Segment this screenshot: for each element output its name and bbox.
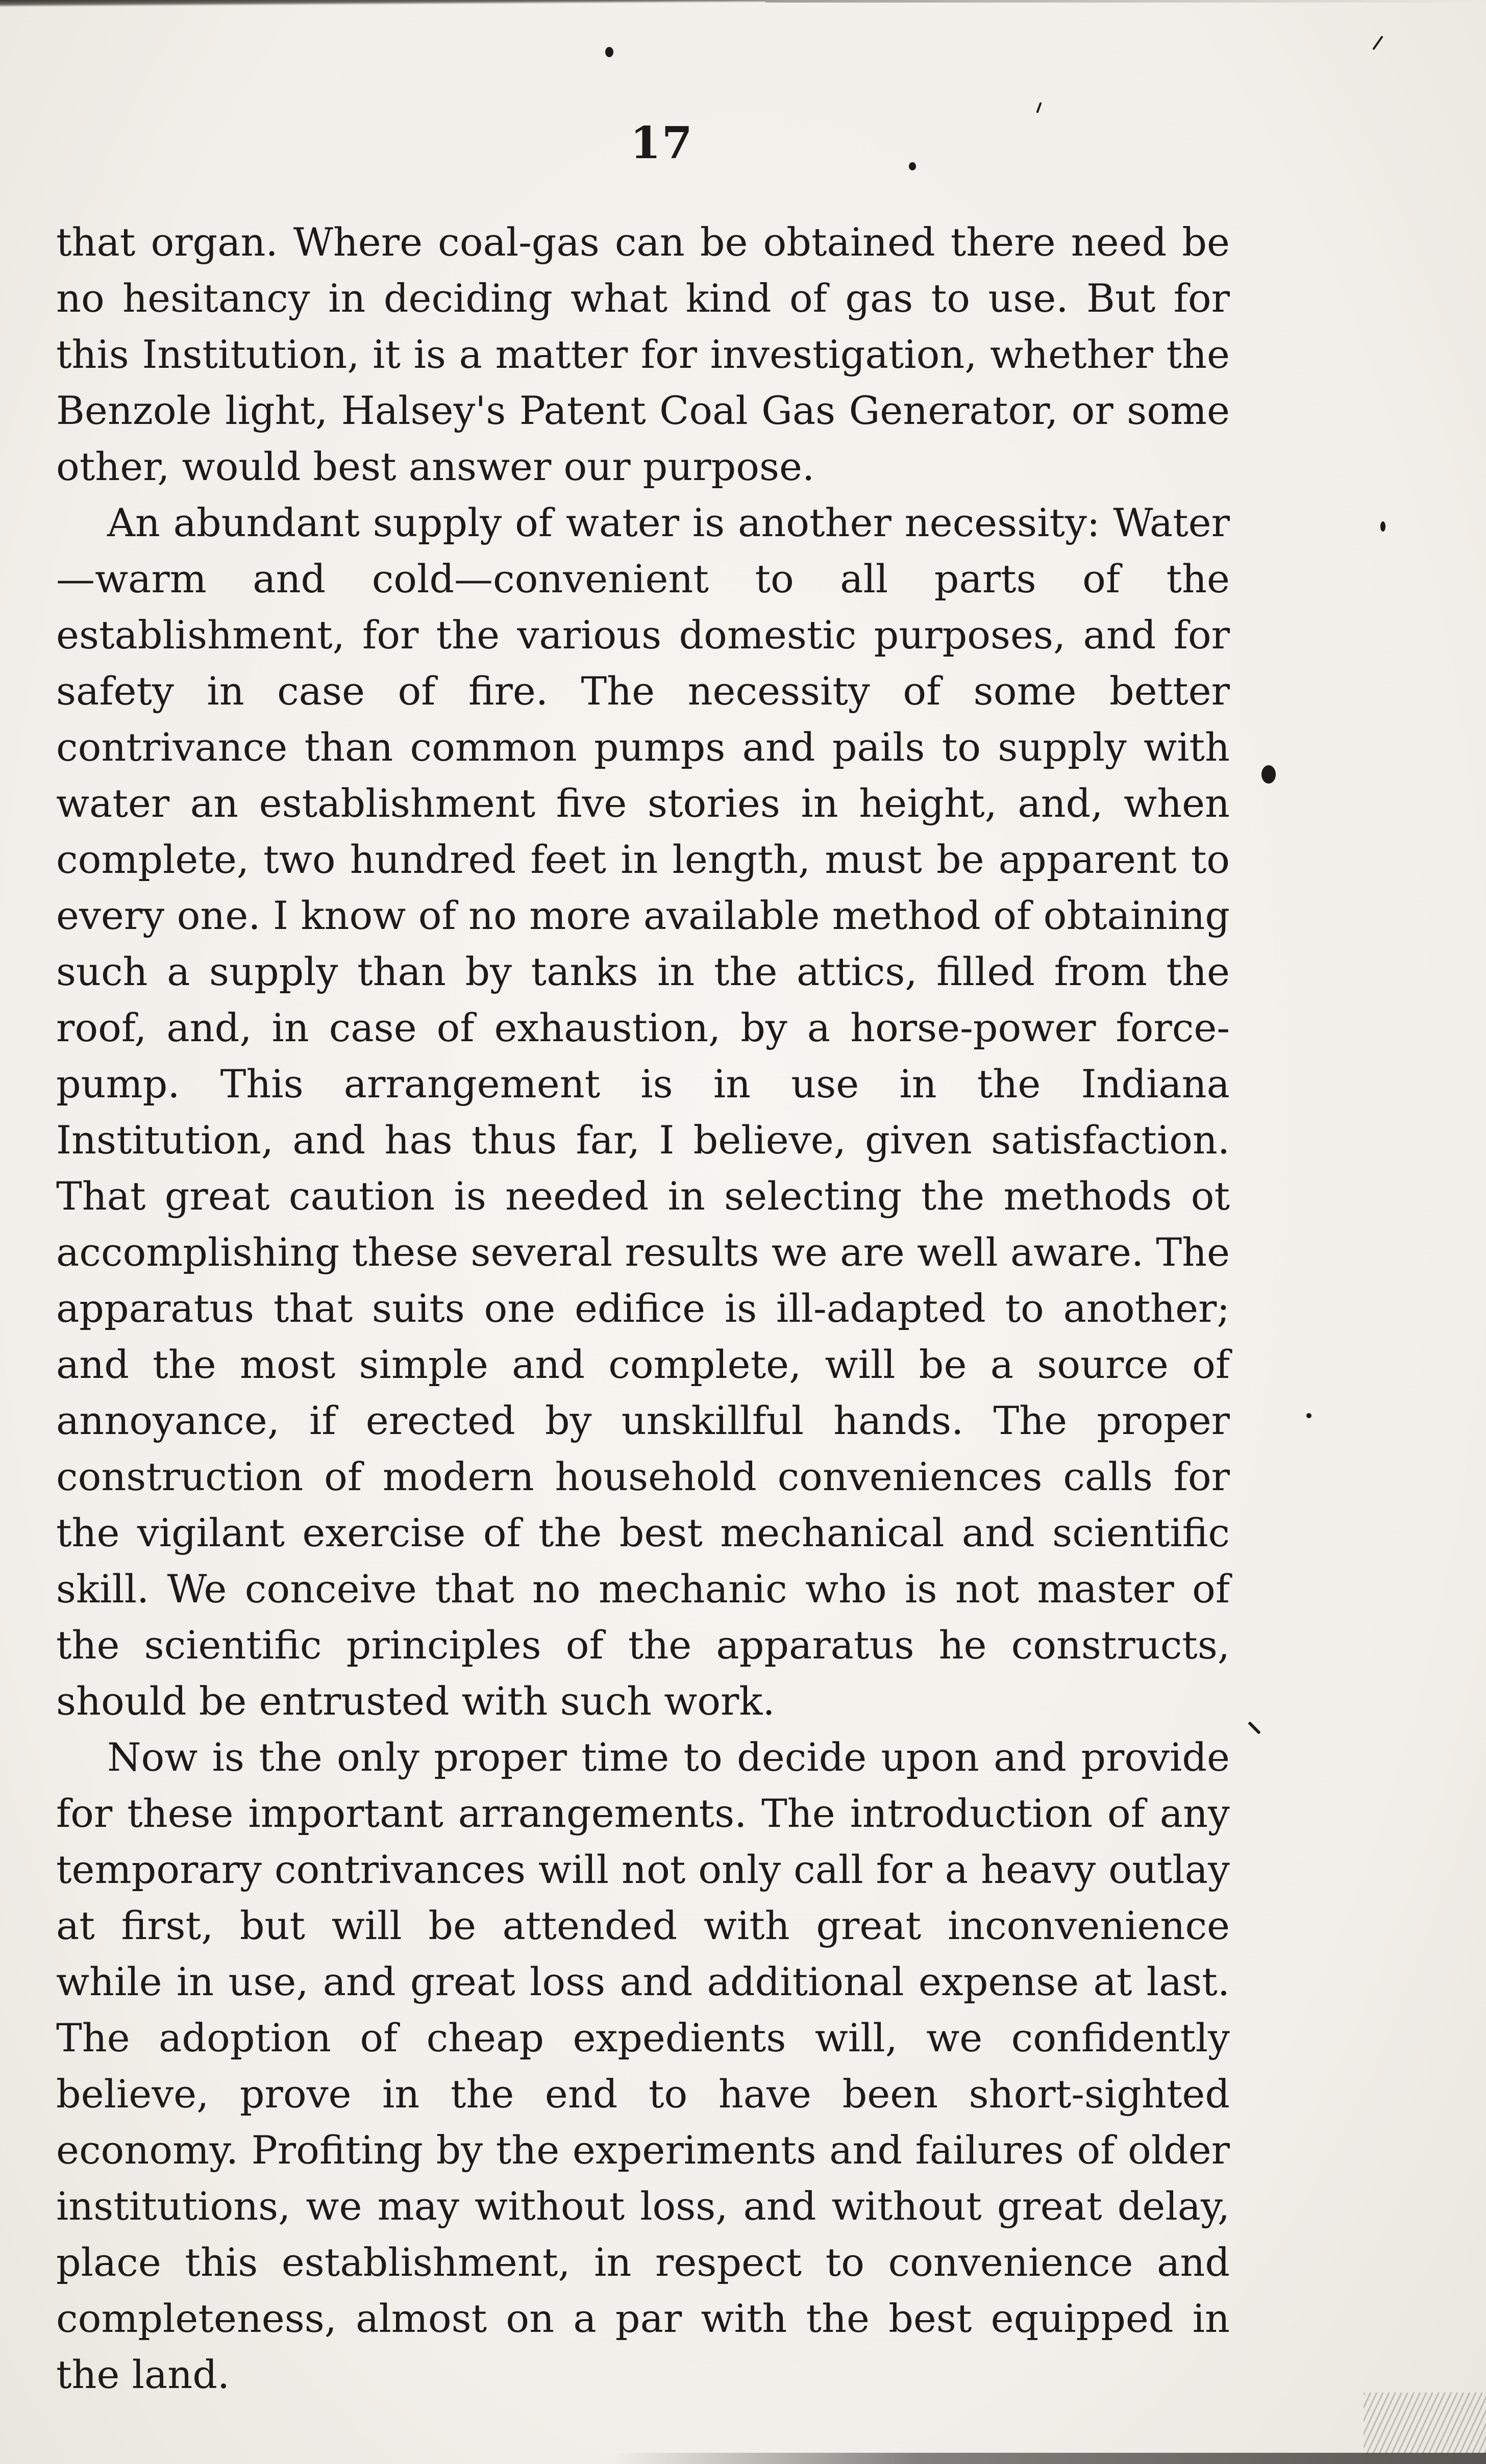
ink-speck bbox=[909, 162, 916, 170]
top-edge-shadow bbox=[0, 0, 765, 7]
ink-speck bbox=[1380, 521, 1385, 532]
paragraph-gas: that organ. Where coal-gas can be obtained there need be no hesitancy in deciding what kind of gas to use. But for this Institution, it is a matter for investigation, whether the Benzole light, Halsey's Patent Coal Gas Generator, or some other, would best answer our purpose. bbox=[56, 219, 1230, 489]
ink-speck bbox=[1248, 1721, 1260, 1734]
body-text bbox=[56, 214, 1230, 2403]
page-number: 17 bbox=[630, 117, 694, 169]
bottom-edge-noise bbox=[1364, 2393, 1486, 2454]
ink-speck bbox=[1261, 765, 1276, 784]
paragraph-arrangements: Now is the only proper time to decide upon and provide for these important arrangements. The introduction of any temporary contrivances will not only call for a heavy outlay at first, but will be attended with great inconvenience while in use, and great loss and additional expense at last. The adoption of cheap expedients will, we confidently believe, prove in the end to have been short-sighted economy. Profiting by the experiments and failures of older institutions, we may without loss, and without great delay, place this establishment, in respect to convenience and completeness, almost on a par with the best equipped in the land. bbox=[56, 1734, 1230, 2397]
ink-speck bbox=[1036, 102, 1042, 113]
bottom-edge-shadow bbox=[612, 2453, 1486, 2464]
top-edge-faint-line bbox=[765, 0, 1486, 3]
ink-speck bbox=[605, 47, 613, 57]
ink-speck bbox=[1372, 36, 1383, 51]
ink-speck bbox=[1306, 1413, 1311, 1418]
paragraph-water-supply: An abundant supply of water is another necessity: Water —warm and cold—convenient to all parts of the establishment, for the various domestic purposes, and for safety in case of fire. The necessity of some better contrivance than common pumps and pails to supply with water an establishment five stories in height, and, when complete, two hundred feet in length, must be apparent to every one. I know of no more available method of obtaining such a supply than by tanks in the attics, filled from the roof, and, in case of exhaustion, by a horse-power force-pump. This arrangement is in use in the Indiana Institution, and has thus far, I believe, given satisfaction. That great caution is needed in selecting the methods ot accomplishing these several results we are well aware. The apparatus that suits one edifice is ill-adapted to another; and the most simple and complete, will be a source of annoyance, if erected by unskillful hands. The proper construction of modern household conveniences calls for the vigilant exercise of the best mechanical and scientific skill. We conceive that no mechanic who is not master of the scientific principles of the apparatus he constructs, should be entrusted with such work. bbox=[56, 500, 1230, 1724]
